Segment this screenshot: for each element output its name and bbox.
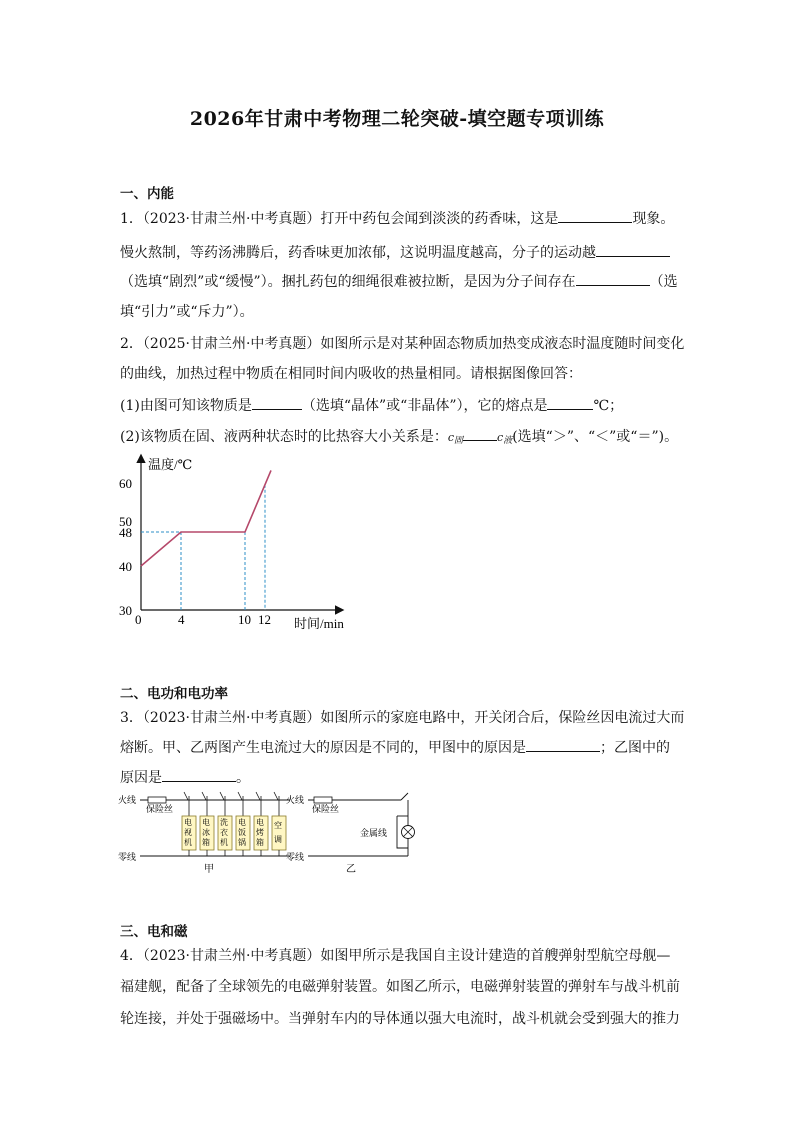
switch xyxy=(184,792,188,800)
figure-label-yi: 乙 xyxy=(346,864,356,875)
q1-line-3: （选填“剧烈”或“缓慢”）。捆扎药包的细绳很难被拉断，是因为分子间存在 （选 xyxy=(120,271,680,291)
appliance-label: 空 xyxy=(274,821,282,830)
page-title: 2026年甘肃中考物理二轮突破-填空题专项训练 xyxy=(189,108,605,130)
appliance-label: 烤 xyxy=(256,828,264,837)
fuse-label-yi: 保险丝 xyxy=(312,804,340,814)
fuse-jia xyxy=(148,797,166,803)
q4-line-1: 4．（2023·甘肃兰州·中考真题）如图甲所示是我国自主设计建造的首艘弹射型航空母舰— xyxy=(120,948,671,964)
q2-line-1: 2．（2025·甘肃兰州·中考真题）如图所示是对某种固态物质加热变成液态时温度随时间变化 xyxy=(120,336,685,352)
appliance-label: 视 xyxy=(184,828,192,837)
y-tick-label: 30 xyxy=(119,603,132,618)
q3-line-3: 原因是 。 xyxy=(120,767,680,787)
q3-blank-2[interactable] xyxy=(162,767,236,782)
appliance-label: 箱 xyxy=(202,838,210,847)
y-tick-label: 60 xyxy=(119,476,132,491)
q3-line-2: 熔断。甲、乙两图产生电流过大的原因是不同的，甲图中的原因是 ；乙图中的 xyxy=(120,737,680,757)
switch-yi xyxy=(401,793,408,800)
fuse-yi xyxy=(314,797,332,803)
metal-wire-label: 金属线 xyxy=(360,828,388,838)
live-wire-label-yi: 火线 xyxy=(286,795,305,805)
q4-line-3: 轮连接，并处于强磁场中。当弹射车内的导体通以强大电流时，战斗机就会受到强大的推力 xyxy=(120,1011,680,1027)
appliance-label: 调 xyxy=(274,835,282,844)
q2-line-2: 的曲线，加热过程中物质在相同时间内吸收的热量相同。请根据图像回答： xyxy=(120,366,582,382)
q1-line-4: 填“引力”或“斥力”）。 xyxy=(120,304,254,320)
y-tick-label: 40 xyxy=(119,559,132,574)
appliance-label: 机 xyxy=(220,838,228,847)
q2-blank-3[interactable] xyxy=(463,426,497,441)
appliance-label: 冰 xyxy=(202,828,210,837)
q1-line-2: 慢火熬制，等药汤沸腾后，药香味更加浓郁，这说明温度越高，分子的运动越 xyxy=(120,242,680,262)
switch xyxy=(274,792,278,800)
q1-blank-3[interactable] xyxy=(576,271,650,286)
switch xyxy=(256,792,260,800)
y-tick-label: 50 xyxy=(119,514,132,529)
appliance-label: 电 xyxy=(184,818,192,827)
q1-blank-1[interactable] xyxy=(558,208,632,223)
temperature-time-chart xyxy=(110,448,370,638)
appliance-label: 电 xyxy=(256,818,264,827)
section-heading-heat: 一、内能 xyxy=(120,186,174,202)
q3-line-1: 3．（2023·甘肃兰州·中考真题）如图所示的家庭电路中，开关闭合后，保险丝因电流过大而 xyxy=(120,710,685,726)
appliance-label: 衣 xyxy=(220,828,228,837)
neutral-wire-label-jia: 零线 xyxy=(118,852,137,862)
x-axis-label: 时间/min xyxy=(294,616,344,631)
q2-line-3: (1)由图可知该物质是 （选填“晶体”或“非晶体”），它的熔点是 ℃； xyxy=(120,395,680,415)
y-axis-label: 温度/℃ xyxy=(148,457,193,472)
live-wire-label-jia: 火线 xyxy=(118,795,137,805)
switch xyxy=(202,792,206,800)
section-heading-electric-power: 二、电功和电功率 xyxy=(120,686,228,702)
q2-blank-2[interactable] xyxy=(547,395,593,410)
q4-line-2: 福建舰，配备了全球领先的电磁弹射装置。如图乙所示，电磁弹射装置的弹射车与战斗机前 xyxy=(120,979,680,995)
household-circuit-figure xyxy=(118,788,428,878)
temperature-curve xyxy=(141,470,271,566)
appliance-label: 饭 xyxy=(238,828,246,837)
q3-blank-1[interactable] xyxy=(526,737,600,752)
switch xyxy=(238,792,242,800)
appliance-label: 锅 xyxy=(238,838,246,847)
x-tick-label: 0 xyxy=(135,612,142,627)
q2-blank-1[interactable] xyxy=(252,395,302,410)
x-tick-label: 12 xyxy=(258,612,271,627)
fuse-label-jia: 保险丝 xyxy=(146,804,174,814)
neutral-wire-label-yi: 零线 xyxy=(286,852,305,862)
figure-label-jia: 甲 xyxy=(204,864,214,875)
appliance-label: 电 xyxy=(202,818,210,827)
switch xyxy=(220,792,224,800)
q2-line-4: (2)该物质在固、液两种状态时的比热容大小关系是：$c_固$ $c_液$(选填“＞”、“＜”或“＝”)。 xyxy=(120,426,680,446)
section-heading-electromagnetism: 三、电和磁 xyxy=(120,924,188,940)
appliance-label: 箱 xyxy=(256,838,264,847)
x-tick-label: 4 xyxy=(178,612,185,627)
appliance-label: 洗 xyxy=(220,818,228,827)
appliance-label: 电 xyxy=(238,818,246,827)
q1-line-1: 1．（2023·甘肃兰州·中考真题）打开中药包会闻到淡淡的药香味，这是 现象。 xyxy=(120,208,680,228)
appliance-label: 机 xyxy=(184,838,192,847)
x-tick-label: 10 xyxy=(238,612,251,627)
y-tick-label: 48 xyxy=(119,525,132,540)
q1-blank-2[interactable] xyxy=(596,242,670,257)
